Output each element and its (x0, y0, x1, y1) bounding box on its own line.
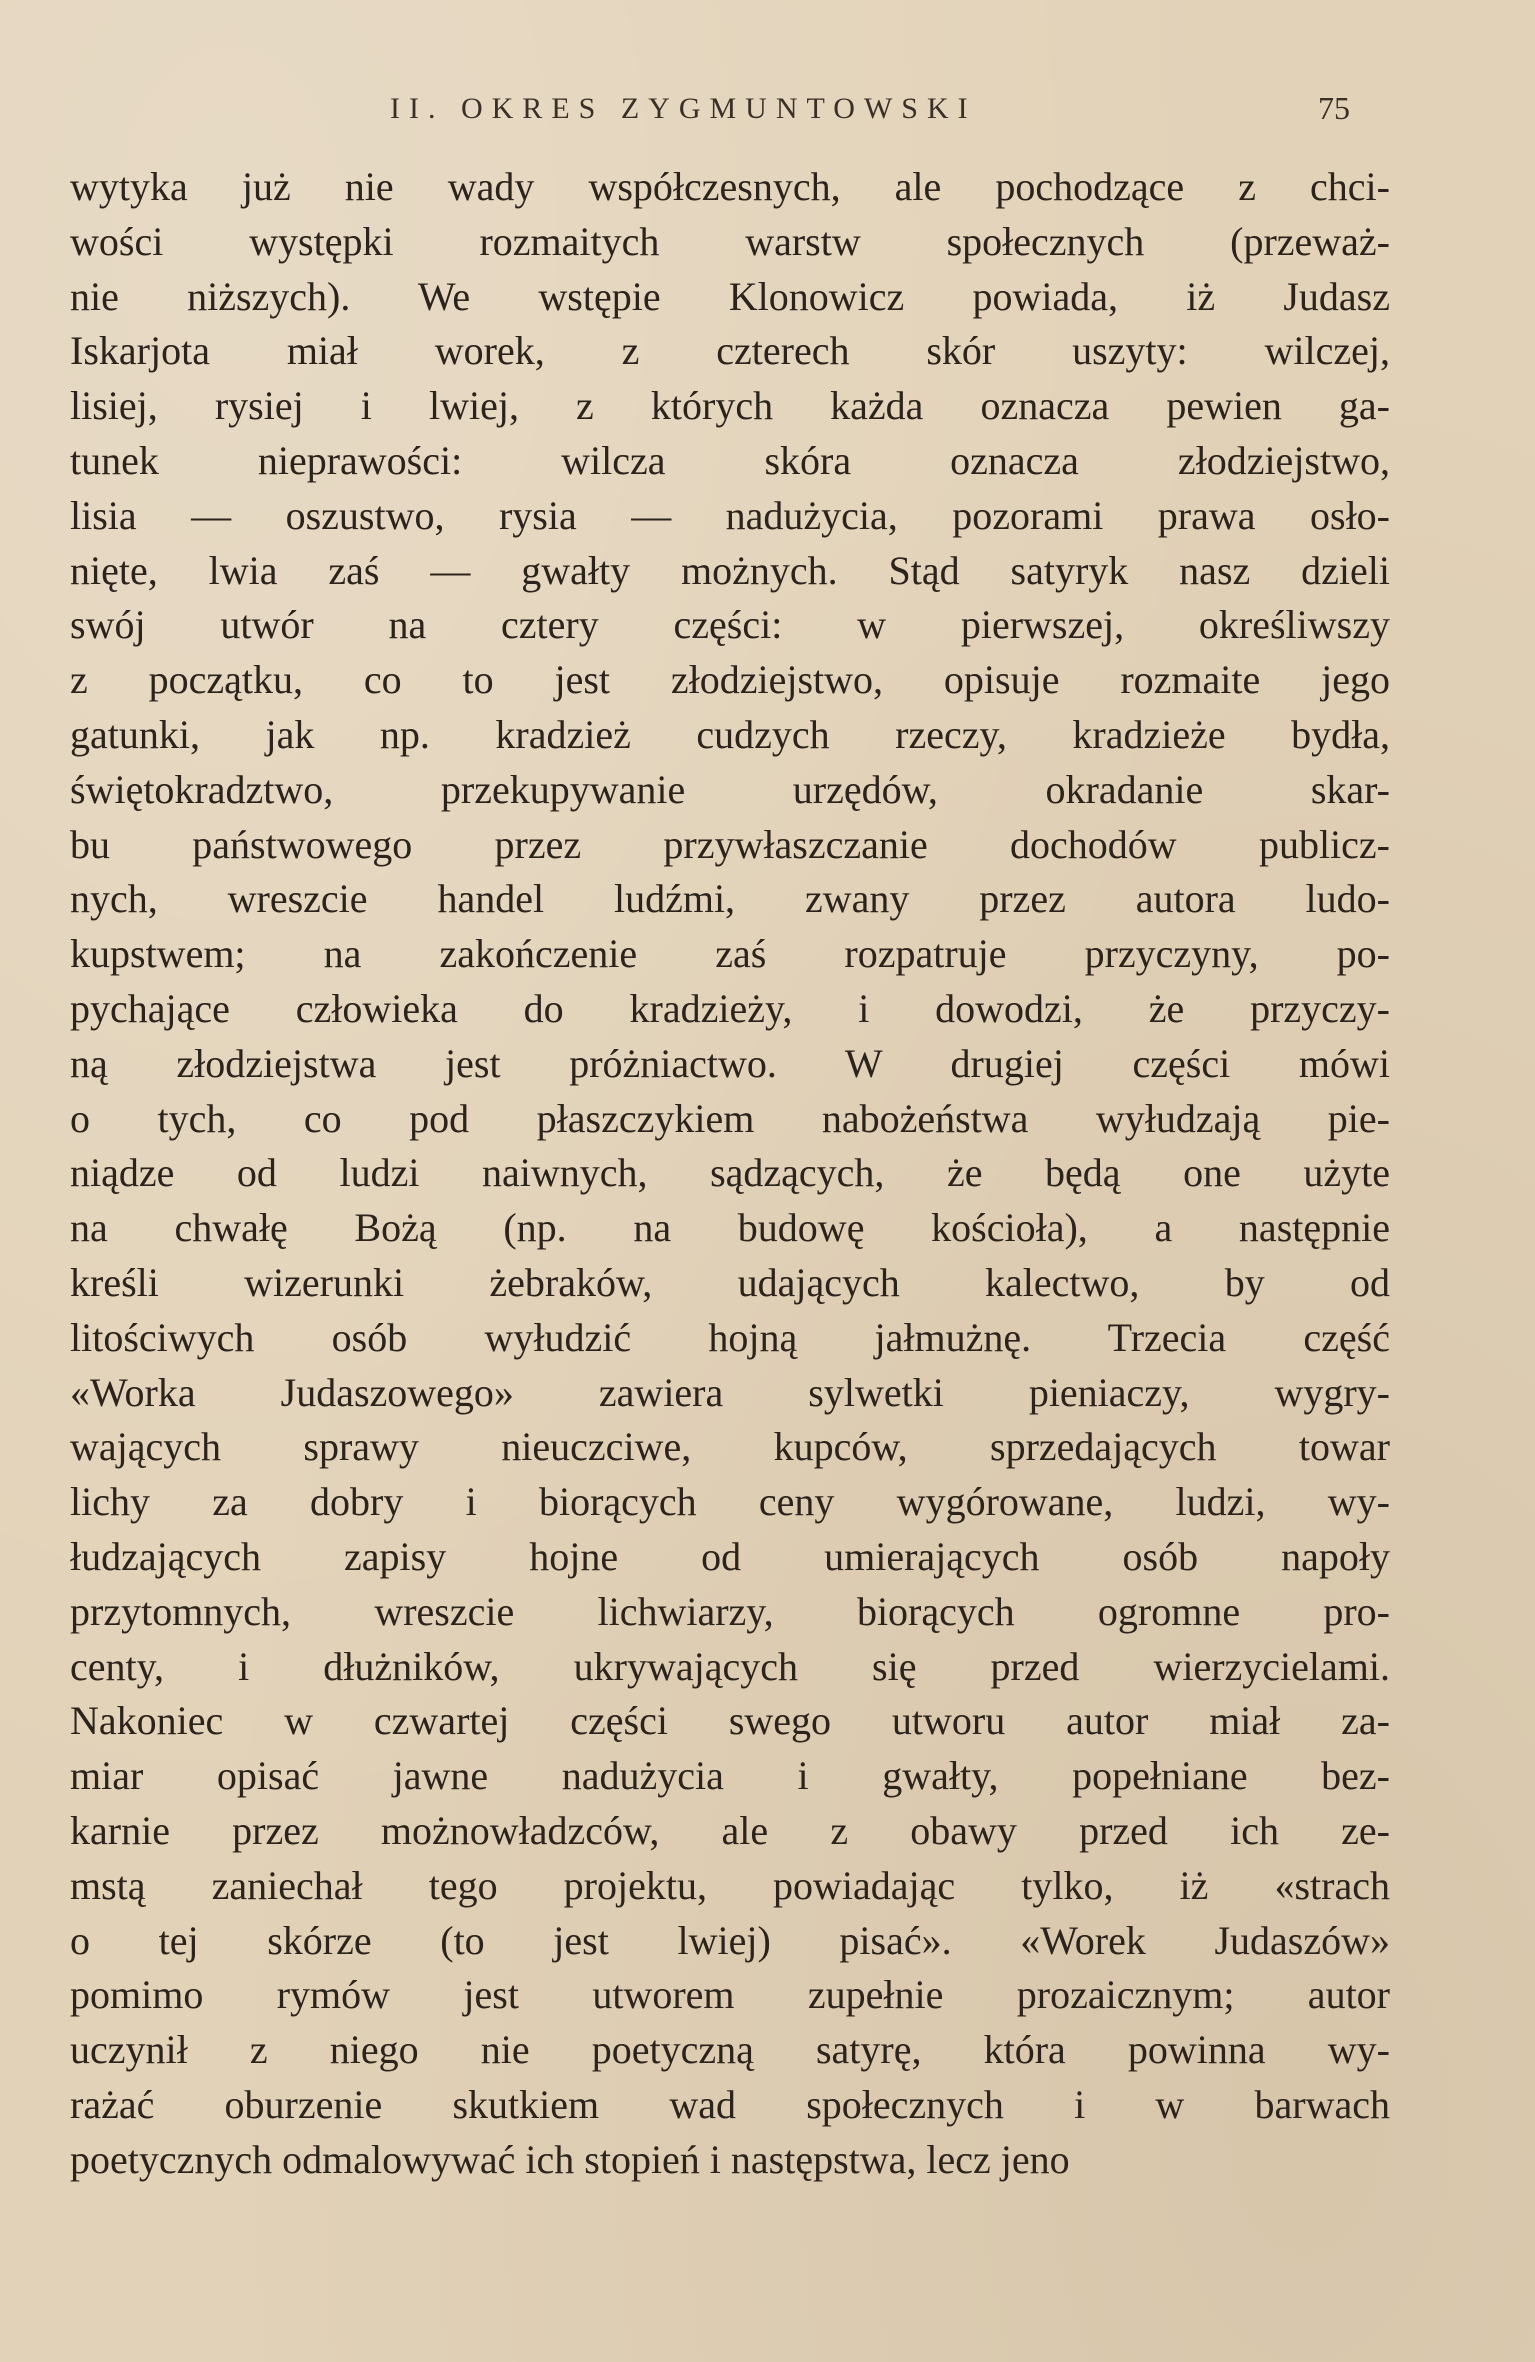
text-line: o tych, co pod płaszczykiem nabożeństwa wyłudzają pie- (70, 1095, 1390, 1141)
text-line: uczynił z niego nie poetyczną satyrę, która powinna wy- (70, 2027, 1390, 2073)
text-line: gatunki, jak np. kradzież cudzych rzeczy, kradzieże bydła, (70, 711, 1390, 757)
text-line: Nakoniec w czwartej części swego utworu autor miał za- (70, 1698, 1390, 1744)
text-line: lichy za dobry i biorących ceny wygórowane, ludzi, wy- (70, 1479, 1390, 1525)
text-line: tunek nieprawości: wilcza skóra oznacza złodziejstwo, (70, 437, 1390, 483)
text-line: «Worka Judaszowego» zawiera sylwetki pieniaczy, wygry- (70, 1369, 1390, 1415)
text-line: świętokradztwo, przekupywanie urzędów, okradanie skar- (70, 766, 1390, 812)
text-line: łudzających zapisy hojne od umierających osób napoły (70, 1533, 1390, 1579)
text-line: na chwałę Bożą (np. na budowę kościoła), a następnie (70, 1205, 1390, 1251)
text-line: kupstwem; na zakończenie zaś rozpatruje przyczyny, po- (70, 931, 1390, 977)
text-line: niądze od ludzi naiwnych, sądzących, że będą one użyte (70, 1150, 1390, 1196)
text-line: pomimo rymów jest utworem zupełnie prozaicznym; autor (70, 1972, 1390, 2018)
text-line: mstą zaniechał tego projektu, powiadając tylko, iż «strach (70, 1862, 1390, 1908)
text-line: Iskarjota miał worek, z czterech skór uszyty: wilczej, (70, 328, 1390, 374)
text-line: nie niższych). We wstępie Klonowicz powiada, iż Judasz (70, 273, 1390, 319)
text-line: przytomnych, wreszcie lichwiarzy, biorących ogromne pro- (70, 1588, 1390, 1634)
text-line: nięte, lwia zaś — gwałty możnych. Stąd satyryk nasz dzieli (70, 547, 1390, 593)
text-line: o tej skórze (to jest lwiej) pisać». «Worek Judaszów» (70, 1917, 1390, 1963)
text-line: wości występki rozmaitych warstw społecznych (przeważ- (70, 218, 1390, 264)
text-line: pychające człowieka do kradzieży, i dowodzi, że przyczy- (70, 985, 1390, 1031)
text-line: litościwych osób wyłudzić hojną jałmużnę. Trzecia część (70, 1314, 1390, 1360)
text-line: wytyka już nie wady współczesnych, ale pochodzące z chci- (70, 164, 1390, 209)
text-line: wających sprawy nieuczciwe, kupców, sprzedających towar (70, 1424, 1390, 1470)
text-line: z początku, co to jest złodziejstwo, opisuje rozmaite jego (70, 657, 1390, 703)
text-line: karnie przez możnowładzców, ale z obawy przed ich ze- (70, 1807, 1390, 1853)
text-line: nych, wreszcie handel ludźmi, zwany przez autora ludo- (70, 876, 1390, 922)
body-text (70, 160, 1390, 2187)
text-line: swój utwór na cztery części: w pierwszej, określiwszy (70, 602, 1390, 648)
text-line: lisia — oszustwo, rysia — nadużycia, pozorami prawa osło- (70, 492, 1390, 538)
text-line: miar opisać jawne nadużycia i gwałty, popełniane bez- (70, 1753, 1390, 1799)
text-line: kreśli wizerunki żebraków, udających kalectwo, by od (70, 1259, 1390, 1305)
text-line: centy, i dłużników, ukrywających się przed wierzycielami. (70, 1643, 1390, 1689)
text-line: ną złodziejstwa jest próżniactwo. W drugiej części mówi (70, 1040, 1390, 1086)
text-line: poetycznych odmalowywać ich stopień i następstwa, lecz jeno (70, 2136, 1070, 2182)
text-line: lisiej, rysiej i lwiej, z których każda oznacza pewien ga- (70, 383, 1390, 429)
text-line: rażać oburzenie skutkiem wad społecznych i w barwach (70, 2081, 1390, 2127)
text-line: bu państwowego przez przywłaszczanie dochodów publicz- (70, 821, 1390, 867)
page-number: 75 (1318, 90, 1350, 126)
running-head: II. OKRES ZYGMUNTOWSKI (390, 92, 977, 125)
